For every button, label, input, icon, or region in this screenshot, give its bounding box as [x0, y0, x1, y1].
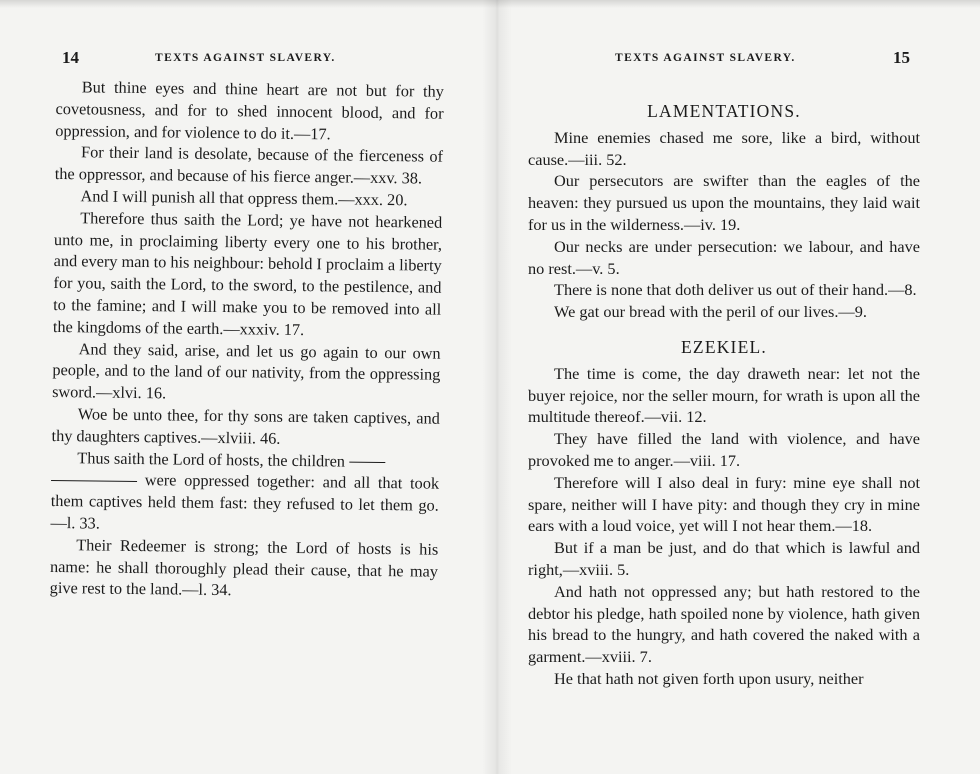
- right-running-head: TEXTS AGAINST SLAVERY.: [615, 52, 796, 64]
- verse: Their Redeemer is strong; the Lord of hosts is his name: he shall thoroughly plead their cause, that he may give rest to the land.—l. 34.: [49, 535, 439, 600]
- left-running-head: TEXTS AGAINST SLAVERY.: [155, 52, 336, 64]
- verse-hosts-part2: were oppressed together: and all that took them captives held them fast: they refused to let them go.—l. 33.: [50, 470, 440, 533]
- verse: But thine eyes and thine heart are not but for thy covetousness, and for to shed innocent blood, and for oppression, and for violence to do it.—17.: [55, 77, 444, 143]
- verse: The time is come, the day draweth near: let not the buyer rejoice, nor the seller mourn, for wrath is upon all the multitude thereof.—vii. 12.: [528, 363, 920, 427]
- section-title-lamentations: LAMENTATIONS.: [647, 101, 801, 121]
- verse: Mine enemies chased me sore, like a bird, without cause.—iii. 52.: [528, 127, 920, 169]
- verse: For their land is desolate, because of the fierceness of the oppressor, and because of his fierce anger.—xxv. 38.: [54, 142, 444, 188]
- verse: He that hath not given forth upon usury, neither: [554, 668, 864, 688]
- elision-dash: [51, 480, 137, 482]
- verse: They have filled the land with violence, and have provoked me to anger.—viii. 17.: [528, 429, 920, 470]
- left-text-column: [50, 76, 444, 604]
- verse: Therefore thus saith the Lord; ye have not hearkened unto me, in proclaiming liberty every one to his brother, and every man to his neighbour: behold I proclaim a liberty for you, saith the Lord, to the sword, to the pestilence, and to the famine; and I will make you to be removed into all the kingdoms of the earth.—xxxiv. 17.: [52, 208, 443, 339]
- verse: And they said, arise, and let us go again to our own people, and to the land of our nativity, from the oppressing sword.—xlvi. 16.: [52, 338, 441, 403]
- section-title-ezekiel: EZEKIEL.: [681, 336, 767, 357]
- left-page-number: 14: [62, 48, 79, 67]
- verse-hosts: [50, 447, 439, 539]
- verse: There is none that doth deliver us out of their hand.—8.: [554, 280, 917, 300]
- verse: But if a man be just, and do that which is lawful and right,—xviii. 5.: [528, 538, 920, 579]
- right-page: [490, 0, 980, 774]
- verse: And hath not oppressed any; but hath restored to the debtor his pledge, hath spoiled none by violence, hath given his bread to the hungry, and hath covered the naked with a garment.—xviii. 7.: [528, 581, 920, 667]
- verse: Therefore will I also deal in fury: mine eye shall not spare, neither will I have pity: and though they cry in mine ears with a loud voice, yet will I not hear them.—18.: [528, 472, 920, 536]
- right-text-column: [528, 101, 920, 690]
- verse: Woe be unto thee, for thy sons are taken captives, and thy daughters captives.—xlviii. 46.: [51, 404, 440, 448]
- elision-dash: [349, 462, 385, 463]
- verse: And I will punish all that oppress them.—xxx. 20.: [80, 186, 408, 210]
- verse: Our persecutors are swifter than the eagles of the heaven: they pursued us upon the mountains, they laid wait for us in the wilderness.—iv. 19.: [528, 171, 920, 234]
- right-page-number: 15: [893, 48, 910, 67]
- verse: We gat our bread with the peril of our lives.—9.: [554, 302, 867, 322]
- verse: Our necks are under persecution: we labour, and have no rest.—v. 5.: [528, 236, 920, 278]
- verse-hosts-part1: Thus saith the Lord of hosts, the children: [77, 447, 346, 471]
